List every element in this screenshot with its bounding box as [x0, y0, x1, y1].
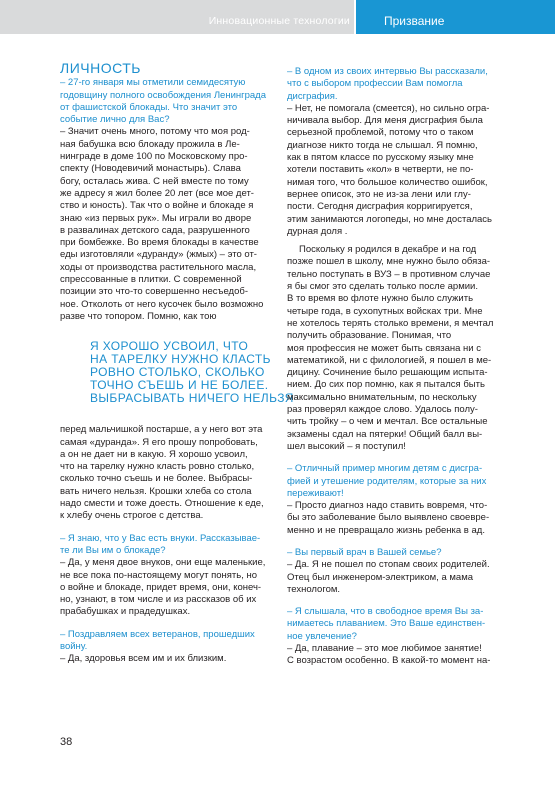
text-line: четыре года, в сухопутных войсках три. Мне — [287, 305, 483, 317]
text-line: чить тройку – о чем и мечтал. Все остальные — [287, 416, 488, 428]
text-line: дисграфия. — [287, 90, 338, 102]
text-line: нимая того, что большое количество ошибок, — [287, 176, 488, 188]
answer-blockade-continued — [60, 424, 271, 522]
text-line: а он не дает ни в какую. Я хорошо усвоил, — [60, 448, 248, 460]
text-line: перед мальчишкой постарше, а у него вот эта — [60, 424, 263, 436]
question-first-doctor — [287, 547, 499, 559]
answer-grandchildren — [60, 557, 271, 618]
paragraph-university — [287, 244, 499, 453]
text-line: РОВНО СТОЛЬКО, СКОЛЬКО — [90, 365, 265, 380]
text-line: дурная доля . — [287, 225, 348, 237]
text-line: раз проверял каждое слово. Удалось полу- — [287, 404, 478, 416]
text-line: те ли Вы им о блокаде? — [60, 544, 166, 556]
text-line: годовщину полного освобождения Ленинграда — [60, 89, 267, 101]
text-line: ВЫБРАСЫВАТЬ НИЧЕГО НЕЛЬЗЯ — [90, 391, 294, 406]
text-line: я бы смог это сделать только после армии. — [287, 281, 478, 293]
text-line: бы это заболевание было выявлено своевре- — [287, 512, 490, 524]
text-line: богу, осталась жива. С ней вместе по тому — [60, 175, 249, 187]
text-line: при бомбежке. Во время блокады в качестве — [60, 237, 259, 249]
page-number: 38 — [60, 736, 73, 748]
text-line: – Да. Я не пошел по стопам своих родителей. — [287, 559, 490, 571]
text-line: – Я знаю, что у Вас есть внуки. Рассказывае- — [60, 532, 261, 544]
question-example — [287, 463, 499, 500]
text-line: В то время во флоте нужно было служить — [287, 293, 474, 305]
text-line: как в пятом классе по русскому языку мне — [287, 152, 474, 164]
text-line: – Да, плавание – это мое любимое занятие! — [287, 643, 482, 655]
text-line: С возрастом особенно. В какой-то момент на- — [287, 655, 491, 667]
text-line: нием. До сих пор помню, как я пытался быть — [287, 379, 485, 391]
text-line: получить образование. Понимая, что — [287, 330, 452, 342]
text-line: в развалинах детского сада, разрушенного — [60, 224, 250, 236]
text-line: тельно поступать в ВУЗ – в противном случае — [287, 268, 491, 280]
text-line: что с выбором профессии Вам помогла — [287, 78, 463, 90]
question-blockade — [60, 77, 271, 126]
text-line: позиции это что-то совершенно несъедоб- — [60, 286, 248, 298]
text-line: ное. Отколоть от него кусочек было возможно — [60, 298, 264, 310]
text-line: войну. — [60, 640, 88, 652]
text-line: от фашистской блокады. Что значит это — [60, 101, 238, 113]
answer-veterans — [60, 653, 271, 665]
text-line: нимаетесь плаванием. Это Ваше единствен- — [287, 618, 486, 630]
text-line: экзамены сдал на пятерки! Общий балл вы- — [287, 428, 483, 440]
text-line: пости. Сегодня дисграфия корригируется, — [287, 201, 473, 213]
text-line: знаю «из первых рук». Мы играли во дворе — [60, 212, 252, 224]
text-line: – Поздравляем всех ветеранов, прошедших — [60, 628, 255, 640]
text-line: о войне и блокаде, придет время, они, конеч- — [60, 581, 262, 593]
text-line: серьезной проблемой, потому что о таком — [287, 127, 474, 139]
text-line: не хотелось терять столько времени, я мечтал — [287, 317, 494, 329]
text-line: ная бабушка всю блокаду прожила в Ле- — [60, 138, 240, 150]
text-line: переживают! — [287, 487, 344, 499]
question-swimming — [287, 606, 499, 643]
header-rubric-bar — [356, 0, 555, 34]
text-line: фией и утешение родителям, которые за них — [287, 475, 487, 487]
text-line: технологом. — [287, 583, 341, 595]
text-line: же адресу я жил более 20 лет (все мое дет- — [60, 187, 254, 199]
text-line: Отец был инженером-электриком, а мама — [287, 571, 474, 583]
text-line: математикой, ни с филологией, я пошел в ме- — [287, 354, 492, 366]
text-line: ное увлечение? — [287, 630, 357, 642]
text-line: ходы от производства растительного масла, — [60, 261, 257, 273]
text-line: вернее описок, это не из-за лени или глу- — [287, 188, 471, 200]
text-line: менно и не превращало жизнь ребенка в ад. — [287, 524, 485, 536]
answer-first-doctor — [287, 559, 499, 596]
text-line: – 27-го января мы отметили семидесятую — [60, 77, 246, 89]
text-line: – Значит очень много, потому что моя род- — [60, 126, 250, 138]
text-line: хотели поставить «кол» в четверти, не по- — [287, 164, 474, 176]
text-line: разве что топором. Помню, как тою — [60, 310, 217, 322]
text-line: – Отличный пример многим детям с дисгра- — [287, 463, 483, 475]
answer-dysgraphia — [287, 103, 499, 238]
text-line: нинграде в доме 100 по Московскому про- — [60, 151, 248, 163]
text-line: – В одном из своих интервью Вы рассказали, — [287, 66, 488, 77]
text-line: ТОЧНО СЪЕШЬ И НЕ БОЛЕЕ. — [90, 378, 269, 393]
question-dysgraphia — [287, 66, 499, 103]
text-line: позже пошел в школу, мне нужно было обяза- — [287, 256, 491, 268]
text-line: прабабушках и прадедушках. — [60, 606, 191, 618]
header-rubric-label: Призвание — [384, 14, 445, 28]
pull-quote — [90, 339, 294, 406]
text-line: не все пока по-настоящему могут понять, но — [60, 569, 258, 581]
text-line: диагнозе никто тогда не слышал. Я помню, — [287, 139, 478, 151]
text-line: – Да, у меня двое внуков, они еще маленькие, — [60, 557, 266, 569]
text-line: к хлебу очень строгое с детства. — [60, 510, 204, 522]
text-line: максимально внимательным, по нескольку — [287, 391, 477, 403]
answer-blockade — [60, 126, 271, 323]
text-line: но, узнают, в том числе и из рассказов об их — [60, 594, 257, 606]
text-line: самая «дуранда». Я его прошу попробовать, — [60, 436, 258, 448]
text-line: – Нет, не помогала (смеется), но сильно огра- — [287, 102, 490, 114]
header-section-label: Инновационные технологии — [208, 15, 350, 27]
text-line: ство и юность). Так что о войне и блокаде я — [60, 200, 254, 212]
text-line: – Вы первый врач в Вашей семье? — [287, 546, 442, 558]
right-column — [287, 66, 499, 668]
text-line: что на тарелку нужно класть ровно столько, — [60, 461, 255, 473]
question-grandchildren — [60, 533, 271, 558]
text-line: ничивала выбор. Для меня дисграфия была — [287, 115, 483, 127]
text-line: надо смести и тоже доесть. Отношение к еде, — [60, 498, 264, 510]
text-line: дицину. Сочинение было решающим испыта- — [287, 367, 488, 379]
text-line: спекту (Новодевичий монастырь). Слава — [60, 163, 241, 175]
text-line: НА ТАРЕЛКУ НУЖНО КЛАСТЬ — [90, 352, 271, 367]
text-line: этим занимаются логопеды, но мне досталась — [287, 213, 493, 225]
text-line: шел высокий – я поступил! — [287, 440, 406, 452]
article-heading: ЛИЧНОСТЬ — [60, 60, 141, 76]
left-column — [60, 60, 294, 666]
answer-swimming — [287, 643, 499, 668]
header-section-bar — [0, 0, 354, 34]
answer-example — [287, 500, 499, 537]
question-veterans — [60, 629, 271, 654]
text-line: событие лично для Вас? — [60, 114, 170, 126]
text-line: вать ничего нельзя. Крошки хлеба со стола — [60, 485, 252, 497]
text-line: – Да, здоровья всем им и их близким. — [60, 653, 227, 665]
text-line: Я ХОРОШО УСВОИЛ, ЧТО — [90, 339, 249, 354]
text-line: сколько точно съешь и не более. Выбрасы- — [60, 473, 253, 485]
text-line: еды изготовляли «дуранду» (жмых) – это от- — [60, 249, 257, 261]
text-line: – Я слышала, что в свободное время Вы за- — [287, 606, 484, 618]
text-line: – Просто диагноз надо ставить вовремя, что- — [287, 500, 488, 512]
text-line: спрессованные в плитки. С современной — [60, 274, 242, 286]
text-line: Поскольку я родился в декабре и на год — [299, 244, 477, 256]
text-line: моя профессия не может быть связана ни с — [287, 342, 481, 354]
